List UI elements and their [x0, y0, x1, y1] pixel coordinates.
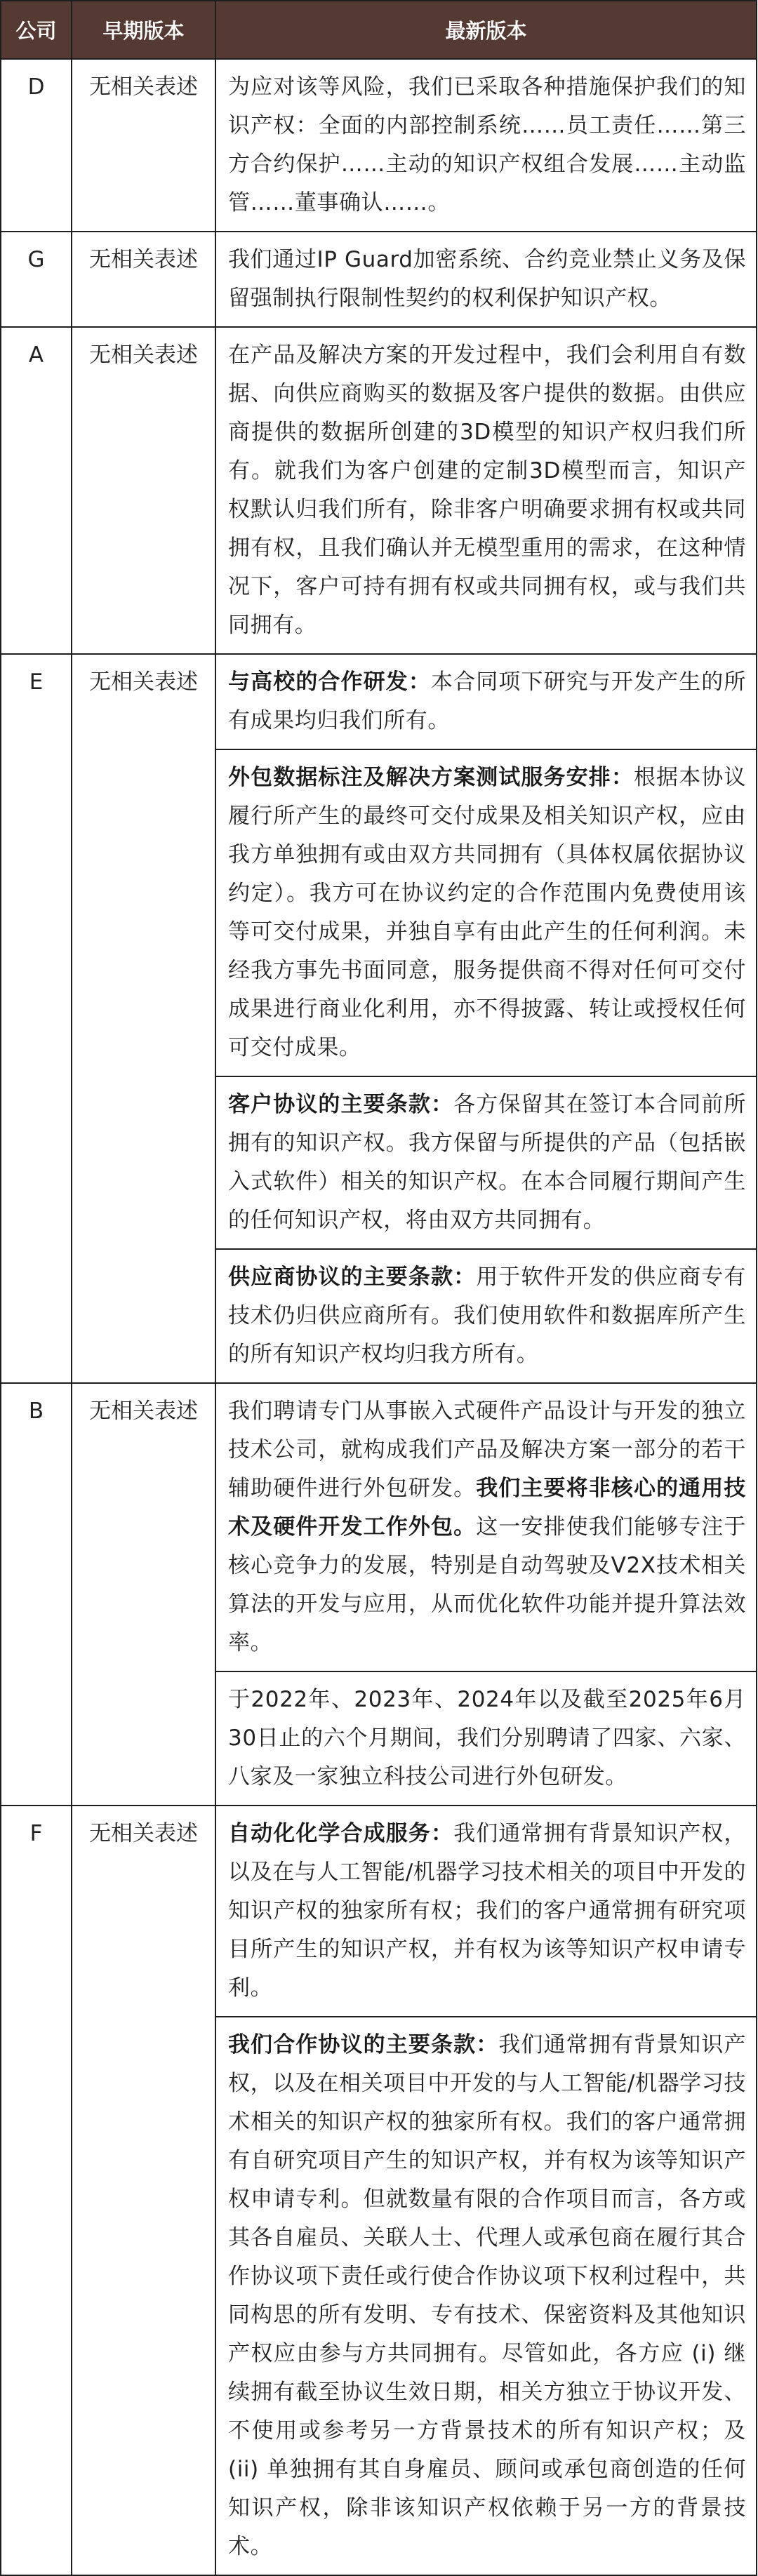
table-row-d: [1, 59, 757, 232]
clause-title: 自动化化学合成服务：: [228, 1821, 454, 1846]
company-cell: B: [1, 1383, 72, 1806]
latest-version-cell: [215, 59, 757, 232]
clause-text: 本合同项下研究与开发产生的所有成果均归我们所有。: [228, 669, 746, 733]
clause-title: 客户协议的主要条款：: [228, 1092, 454, 1117]
latest-version-cell-outsourcing-count: [215, 1671, 757, 1806]
latest-text: 为应对该等风险，我们已采取各种措施保护我们的知识产权：全面的内部控制系统……员工责任……第三方合约保护……主动的知识产权组合发展……主动监管……董事确认……。: [228, 74, 746, 215]
clause-text: 于2022年、2023年、2024年以及截至2025年6月30日止的六个月期间，我们分别聘请了四家、六家、八家及一家独立科技公司进行外包研发。: [228, 1687, 746, 1789]
clause-text: 我们聘请专门从事嵌入式硬件产品设计与开发的独立技术公司，就构成我们产品及解决方案一部分的若干辅助硬件进行外包研发。: [228, 1399, 746, 1501]
company-cell: D: [1, 59, 72, 232]
latest-version-cell-outsourced-rd: [215, 1383, 757, 1671]
clause-text: 各方保留其在签订本合同前所拥有的知识产权。我方保留与所提供的产品（包括嵌入式软件）相关的知识产权。在本合同履行期间产生的任何知识产权，将由双方共同拥有。: [228, 1092, 746, 1233]
latest-version-cell-customer-agreement: [215, 1076, 757, 1249]
table-row-f: [1, 1806, 757, 2017]
latest-version-cell: [215, 327, 757, 654]
clause-title: 我们合作协议的主要条款：: [228, 2032, 499, 2057]
company-cell: E: [1, 654, 72, 1383]
clause-text-tail: 这一安排使我们能够专注于核心竞争力的发展，特别是自动驾驶及V2X技术相关算法的开发与应用，从而优化软件功能并提升算法效率。: [228, 1514, 746, 1655]
header-latest-version: 最新版本: [215, 1, 757, 59]
company-cell: F: [1, 1806, 72, 2575]
clause-emphasis: 我们主要将非核心的通用技术及硬件开发工作外包。: [228, 1476, 746, 1540]
table-row-e: [1, 654, 757, 749]
latest-version-cell: [215, 232, 757, 327]
early-version-cell: 无相关表述: [72, 232, 215, 327]
clause-text: 用于软件开发的供应商专有技术仍归供应商所有。我们使用软件和数据库所产生的所有知识产权均归我方所有。: [228, 1264, 746, 1367]
clause-title: 供应商协议的主要条款：: [228, 1264, 477, 1290]
company-cell: G: [1, 232, 72, 327]
latest-version-cell-outsourcing: [215, 749, 757, 1076]
table-row-b: [1, 1383, 757, 1671]
header-early-version: 早期版本: [72, 1, 215, 59]
table-row-a: [1, 327, 757, 654]
header-company: 公司: [1, 1, 72, 59]
latest-version-cell-university-rd: [215, 654, 757, 749]
clause-text: 根据本协议履行所产生的最终可交付成果及相关知识产权，应由我方单独拥有或由双方共同拥有（具体权属依据协议约定）。我方可在协议约定的合作范围内免费使用该等可交付成果，并独自享有由此产生的任何利润。未经我方事先书面同意，服务提供商不得对任何可交付成果进行商业化利用，亦不得披露、转让或授权任何可交付成果。: [228, 765, 746, 1060]
latest-version-cell-supplier-agreement: [215, 1249, 757, 1383]
table-row-g: [1, 232, 757, 327]
clause-title: 外包数据标注及解决方案测试服务安排：: [228, 765, 634, 790]
early-version-cell: 无相关表述: [72, 1383, 215, 1806]
early-version-cell: 无相关表述: [72, 59, 215, 232]
latest-text: 在产品及解决方案的开发过程中，我们会利用自有数据、向供应商购买的数据及客户提供的数据。由供应商提供的数据所创建的3D模型的知识产权归我们所有。就我们为客户创建的定制3D模型而言，知识产权默认归我们所有，除非客户明确要求拥有权或共同拥有权，且我们确认并无模型重用的需求，在这种情况下，客户可持有拥有权或共同拥有权，或与我们共同拥有。: [228, 342, 746, 638]
early-version-cell: 无相关表述: [72, 654, 215, 1383]
clause-text: 我们通常拥有背景知识产权，以及在相关项目中开发的与人工智能/机器学习技术相关的知识产权的独家所有权。我们的客户通常拥有自研究项目产生的知识产权，并有权为该等知识产权申请专利。但就数量有限的合作项目而言，各方或其各自雇员、关联人士、代理人或承包商在履行其合作协议项下责任或行使合作协议项下权利过程中，共同构思的所有发明、专有技术、保密资料及其他知识产权应由参与方共同拥有。尽管如此，各方应 (i) 继续拥有截至协议生效日期，相关方独立于协议开发、不使用或参考另一方背景技术的所有知识产权；及 (ii) 单独拥有其自身雇员、顾问或承包商创造的任何知识产权，除非该知识产权依赖于另一方的背景技术。: [228, 2032, 746, 2559]
company-cell: A: [1, 327, 72, 654]
clause-title: 与高校的合作研发：: [228, 669, 431, 695]
early-version-cell: 无相关表述: [72, 1806, 215, 2575]
latest-version-cell-chemical-synthesis: [215, 1806, 757, 2017]
clause-text: 我们通常拥有背景知识产权，以及在与人工智能/机器学习技术相关的项目中开发的知识产权的独家所有权；我们的客户通常拥有研究项目所产生的知识产权，并有权为该等知识产权申请专利。: [228, 1821, 746, 2001]
latest-version-cell-collaboration-agreement: [215, 2017, 757, 2575]
table-header-row: [1, 1, 757, 59]
early-version-cell: 无相关表述: [72, 327, 215, 654]
latest-text: 我们通过IP Guard加密系统、合约竞业禁止义务及保留强制执行限制性契约的权利保护知识产权。: [228, 247, 746, 311]
